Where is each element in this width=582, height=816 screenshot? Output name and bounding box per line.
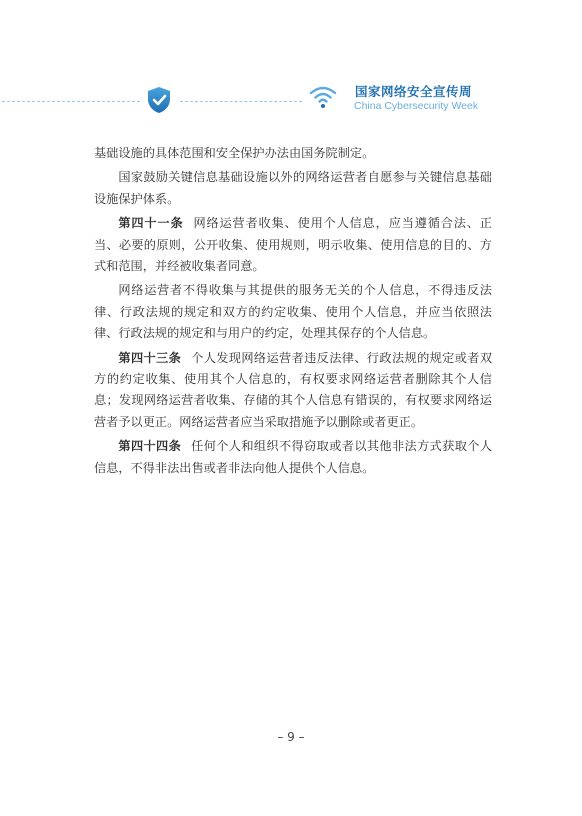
paragraph: 基础设施的具体范围和安全保护办法由国务院制定。 [94,146,375,160]
brand-title-english: China Cybersecurity Week [354,100,479,112]
article-text: 任何个人和组织不得窃取或者以其他非法方式获取个人信息，不得非法出售或者非法向他人提供个人信息。 [94,439,493,475]
page-header [0,0,582,130]
paragraph: 国家鼓励关键信息基础设施以外的网络运营者自愿参与关键信息基础设施保护体系。 [94,170,492,206]
article-43 [94,348,492,434]
page-number: – 9 – [277,730,305,744]
article-44 [94,436,492,479]
shield-check-icon [146,86,172,114]
article-title: 第四十三条 [118,350,182,365]
brand-title-chinese: 国家网络安全宣传周 [355,84,473,99]
article-text: 个人发现网络运营者违反法律、行政法规的规定或者双方的约定收集、使用其个人信息的，有权要求网络运营者删除其个人信息；发现网络运营者收集、存储的其个人信息有错误的，有权要求网络运营者予以更正。网络运营者应当采取措施予以删除或者更正。 [94,350,493,429]
header-dashed-line-left [2,101,140,102]
article-text: 网络运营者收集、使用个人信息，应当遵循合法、正当、必要的原则，公开收集、使用规则，明示收集、使用信息的目的、方式和范围，并经被收集者同意。 [94,216,492,274]
article-title: 第四十一条 [118,216,184,231]
article-title: 第四十四条 [118,439,182,454]
article-41 [94,213,492,277]
wifi-icon [308,84,338,110]
header-dashed-line-middle [180,101,302,102]
paragraph: 网络运营者不得收集与其提供的服务无关的个人信息，不得违反法律、行政法规的规定和双方的约定收集、使用个人信息，并应当依照法律、行政法规的规定和与用户的约定，处理其保存的个人信息。 [94,283,492,341]
document-body [94,143,492,482]
